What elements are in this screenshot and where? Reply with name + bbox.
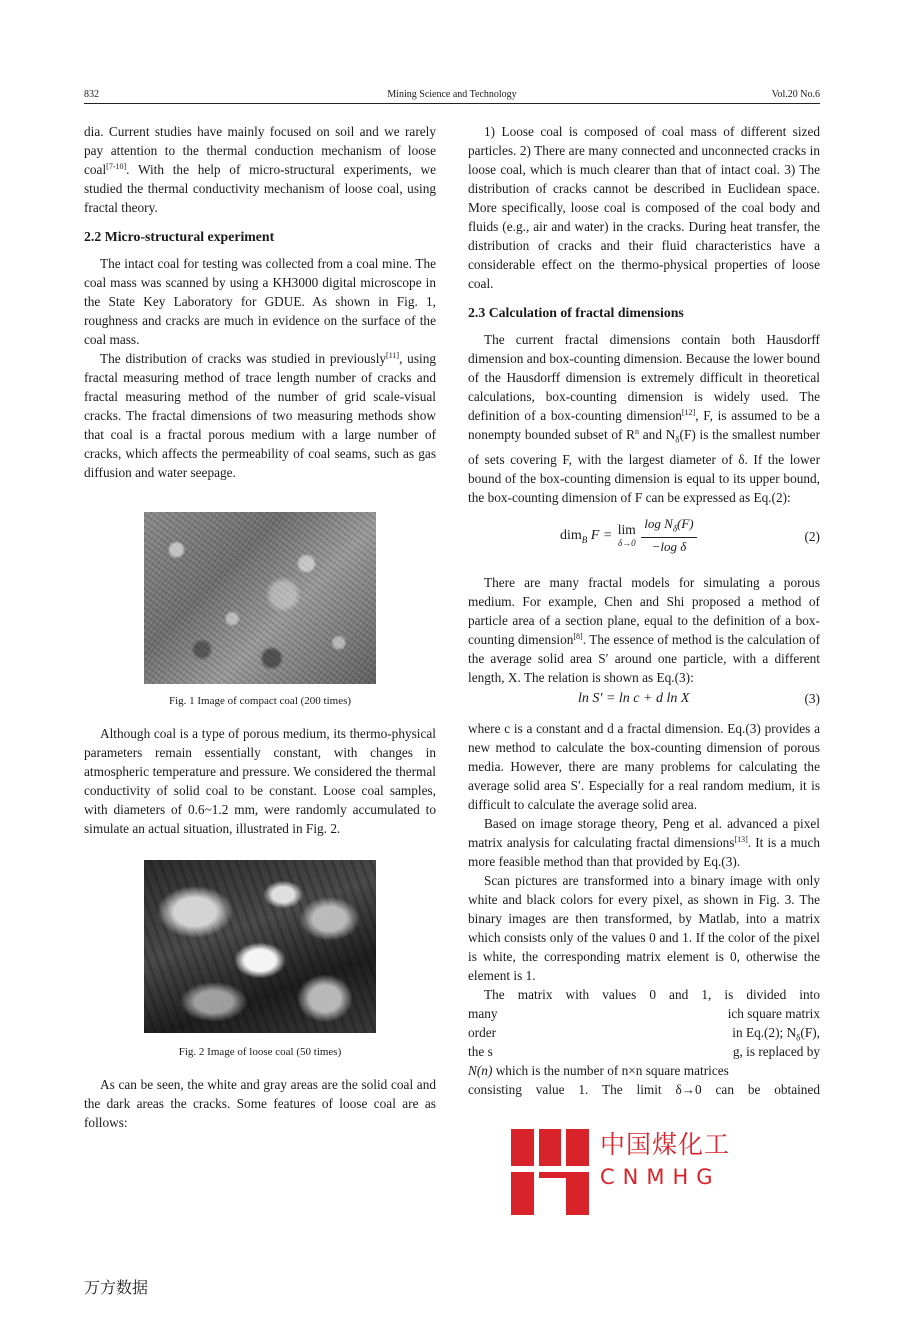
right-paragraph-2: The current fractal dimensions contain both Hausdorff dimension and box-counting dimension. Because the lower bound of the Hausdorff dimension is extremely difficult in theoretical calculations, box-counting dimension is widely used. The definition of a box-counting dimension[12], F, is assumed to be a nonempty bounded subset of $R^n$ and $N_\delta(F)$ is the smallest number of sets covering F, with the largest diameter of δ. If the lower bound of the box-counting dimension is equal to its upper bound, the box-counting dimension of F can be expressed as Eq.(2): xyxy=(468,332,820,505)
footer-wanfang-mark: 万方数据 xyxy=(84,1278,149,1297)
left-paragraph-2: The intact coal for testing was collected from a coal mine. The coal mass was scanned by using a KH3000 digital microscope in the State Key Laboratory for GDUE. As shown in Fig. 1, roughness and cracks are much in evidence on the surface of the coal mass. xyxy=(84,256,436,347)
figure-1-caption: Fig. 1 Image of compact coal (200 times) xyxy=(168,695,352,707)
watermark-chinese-text: 中国煤化工 xyxy=(600,1130,731,1159)
right-paragraph-7: The matrix with values 0 and 1, is divided into many ich square matrix order in Eq.(2); $N_\delta(F)$, the s g, is replaced by N(n) which is the number of n×n square matrices consisting value 1. The limit δ→0 can be obtained xyxy=(468,986,820,1097)
journal-title: Mining Science and Technology xyxy=(387,89,517,100)
equation-3-number: (3) xyxy=(804,690,820,706)
section-heading-2-2: 2.2 Micro-structural experiment xyxy=(84,229,275,244)
right-column xyxy=(468,122,820,1099)
volume-issue: Vol.20 No.6 xyxy=(771,89,820,100)
page-header xyxy=(84,87,820,104)
equation-2-number: (2) xyxy=(804,528,820,544)
left-paragraph-3: The distribution of cracks was studied in previously[11], using fractal measuring method of trace length number of cracks and fractal measuring method of the number of grid scale-visual cracks. The fractal dimensions of two measuring methods show that coal is a fractal porous medium with a large number of cracks, which affects the permeability of coal seams, such as gas diffusion and water seepage. xyxy=(84,351,436,480)
cnmhg-logo xyxy=(511,1129,595,1215)
right-paragraph-5: Based on image storage theory, Peng et al. advanced a pixel matrix analysis for calculating fractal dimensions[13]. It is a much more feasible method than that provided by Eq.(3). xyxy=(468,815,820,869)
left-paragraph-5: As can be seen, the white and gray areas are the solid coal and the dark areas the cracks. Some features of loose coal are as follows: xyxy=(84,1077,436,1130)
right-paragraph-1: 1) Loose coal is composed of coal mass of different sized particles. 2) There are many connected and unconnected cracks in loose coal, which is much clearer than that of intact coal. 3) The distribution of cracks cannot be described in Euclidean space. More specifically, loose coal is composed of the coal body and fluids (e.g., air and water) in the cracks. During heat transfer, the distribution of cracks and their fluid characteristics have a considerable effect on the thermo-physical properties of loose coal. xyxy=(468,124,820,291)
page-number: 832 xyxy=(84,89,99,100)
compact-coal-image xyxy=(144,512,376,684)
equation-3-expression: ln S′ = ln c + d ln X xyxy=(578,690,690,706)
figure-2 xyxy=(84,860,436,1059)
equation-2-expression: dim$_B$ F = lim δ→0 $\frac{\log N_\delta(F)}{\text{−log δ}}$ xyxy=(560,515,697,557)
equation-2 xyxy=(468,515,820,563)
left-paragraph-1: dia. Current studies have mainly focused on soil and we rarely pay attention to the thermal conduction mechanism of loose coal[7-10]. With the help of micro-structural experiments, we studied the thermal conductivity mechanism of loose coal, using fractal theory. xyxy=(84,124,436,215)
loose-coal-image xyxy=(144,860,376,1033)
figure-2-caption: Fig. 2 Image of loose coal (50 times) xyxy=(178,1046,342,1058)
section-heading-2-3: 2.3 Calculation of fractal dimensions xyxy=(468,305,684,320)
equation-3 xyxy=(468,691,820,713)
right-paragraph-6: Scan pictures are transformed into a binary image with only white and black colors for every pixel, as shown in Fig. 3. The binary images are then transformed, by Matlab, into a matrix which consists only of the values 0 and 1. If the color of the pixel is white, the corresponding matrix element is 0, otherwise the element is 1. xyxy=(468,872,820,983)
watermark-english-text: CNMHG xyxy=(600,1165,721,1189)
right-paragraph-3: There are many fractal models for simulating a porous medium. For example, Chen and Shi proposed a method of particle area of a section plane, equal to the definition of a box-counting dimension[8]. The essence of method is the calculation of the average solid area S′ around one particle, with a different length, X. The relation is shown as Eq.(3): xyxy=(468,574,820,685)
left-paragraph-4: Although coal is a type of porous medium, its thermo-physical parameters remain essentially constant, with changes in atmospheric temperature and pressure. We considered the thermal conductivity of solid coal to be constant. Loose coal samples, with diameters of 0.6~1.2 mm, were randomly accumulated to simulate an actual situation, illustrated in Fig. 2. xyxy=(84,726,436,836)
right-paragraph-4: where c is a constant and d a fractal dimension. Eq.(3) provides a new method to calculate the box-counting dimension of porous media. However, there are many problems for calculating the average solid area S′. Especially for a real random medium, it is difficult to calculate the average solid area. xyxy=(468,720,820,812)
figure-1 xyxy=(84,512,436,708)
left-column xyxy=(84,122,436,1132)
